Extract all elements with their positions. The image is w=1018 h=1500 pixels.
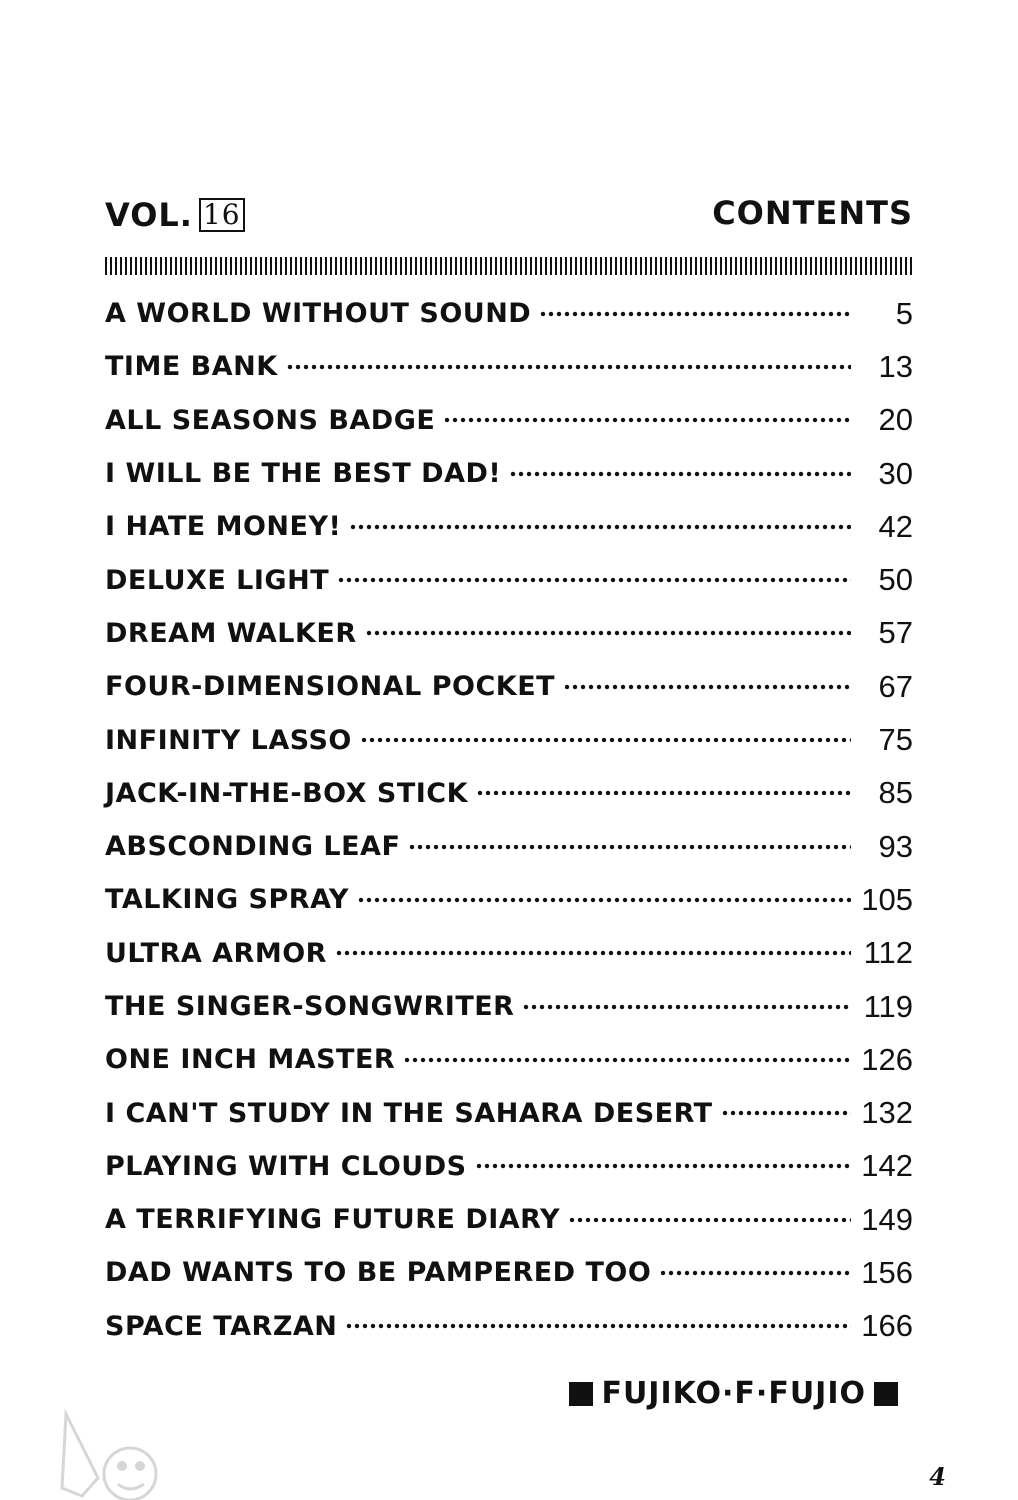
toc-entry [105,820,913,873]
toc-entry-title: TIME BANK [105,351,278,383]
toc-entry [105,1086,913,1139]
toc-entry-page: 20 [878,402,913,438]
toc-entry-page: 132 [861,1095,913,1131]
toc-entry-page: 30 [878,455,913,491]
dot-leader [443,417,851,423]
toc-entry-title: DELUXE LIGHT [105,564,330,596]
toc-entry [105,553,913,606]
toc-entry-page: 42 [878,508,913,544]
toc-entry [105,767,913,820]
toc-entry-page: 5 [895,295,913,331]
toc-entry [105,340,913,393]
toc-entry [105,1300,913,1353]
toc-entry-title: PLAYING WITH CLOUDS [105,1150,467,1182]
toc-entry-title: FOUR-DIMENSIONAL POCKET [105,671,556,703]
toc-entry-title: INFINITY LASSO [105,724,352,756]
toc-entry [105,927,913,980]
toc-entry-page: 105 [861,881,913,917]
toc-entry [105,660,913,713]
dot-leader [365,630,851,636]
contents-title: CONTENTS [712,194,913,232]
dot-leader [522,1004,851,1010]
dot-leader [721,1110,851,1116]
toc-entry-title: ONE INCH MASTER [105,1044,396,1076]
dot-leader [286,364,851,370]
toc-entry-title: TALKING SPRAY [105,884,349,916]
dot-leader [335,950,851,956]
toc-entry-title: THE SINGER-SONGWRITER [105,991,515,1022]
toc-entry [105,1033,913,1086]
toc-entry [105,447,913,500]
black-square-icon [569,1382,593,1406]
toc-entry-title: A TERRIFYING FUTURE DIARY [105,1204,561,1236]
toc-entry [105,873,913,926]
dot-leader [659,1270,851,1276]
dot-leader [345,1323,851,1329]
toc-entry-page: 85 [878,775,913,811]
toc-entry [105,980,913,1033]
author-name: FUJIKO·F·FUJIO [601,1376,866,1411]
dot-leader [563,684,851,690]
toc-entry-title: JACK-IN-THE-BOX STICK [105,777,469,809]
toc-entry-page: 67 [878,668,913,704]
toc-entry-title: ABSCONDING LEAF [105,831,401,863]
toc-entry [105,713,913,766]
toc-entry-title: I HATE MONEY! [105,511,342,543]
toc-entry-title: DAD WANTS TO BE PAMPERED TOO [105,1257,652,1289]
toc-entry [105,1140,913,1193]
contents-header [105,188,913,238]
toc-entry [105,500,913,553]
volume-prefix: VOL. [105,196,193,234]
dot-leader [476,790,851,796]
dot-leader [568,1217,851,1223]
toc-entry-page: 93 [878,828,913,864]
toc-entry-title: I CAN'T STUDY IN THE SAHARA DESERT [105,1097,713,1129]
toc-entry-page: 149 [861,1201,913,1237]
dot-leader [349,524,851,530]
volume-number-box: 16 [199,198,245,232]
dot-leader [360,737,851,743]
volume-label [105,196,245,234]
page-number: 4 [929,1462,946,1491]
dot-leader [539,311,851,317]
toc-entry-title: DREAM WALKER [105,617,357,649]
toc-entry-title: ULTRA ARMOR [105,937,327,969]
toc-entry-title: ALL SEASONS BADGE [105,404,436,436]
toc-entry-page: 57 [878,615,913,651]
toc-entry [105,394,913,447]
toc-entry-page: 13 [878,348,913,384]
header-rule [105,257,915,275]
toc-entry-page: 119 [863,988,913,1024]
toc-entry-title: SPACE TARZAN [105,1310,338,1342]
toc-entry [105,1246,913,1299]
toc-entry [105,287,913,340]
dot-leader [475,1163,851,1169]
dot-leader [509,471,851,477]
table-of-contents [105,287,913,1353]
toc-entry-page: 126 [861,1041,913,1077]
toc-entry-page: 156 [861,1254,913,1290]
toc-entry [105,607,913,660]
toc-entry-page: 75 [878,722,913,758]
dot-leader [337,577,851,583]
toc-entry-page: 142 [861,1148,913,1184]
toc-entry-title: A WORLD WITHOUT SOUND [105,298,532,330]
dot-leader [357,897,851,903]
mascot-watermark-icon [58,1408,178,1500]
toc-entry [105,1193,913,1246]
author-credit [561,1376,906,1411]
dot-leader [408,844,851,850]
toc-entry-page: 166 [861,1308,913,1344]
toc-entry-page: 50 [878,562,913,598]
black-square-icon [874,1382,898,1406]
dot-leader [403,1057,851,1063]
toc-entry-page: 112 [863,935,913,971]
toc-entry-title: I WILL BE THE BEST DAD! [105,458,502,490]
